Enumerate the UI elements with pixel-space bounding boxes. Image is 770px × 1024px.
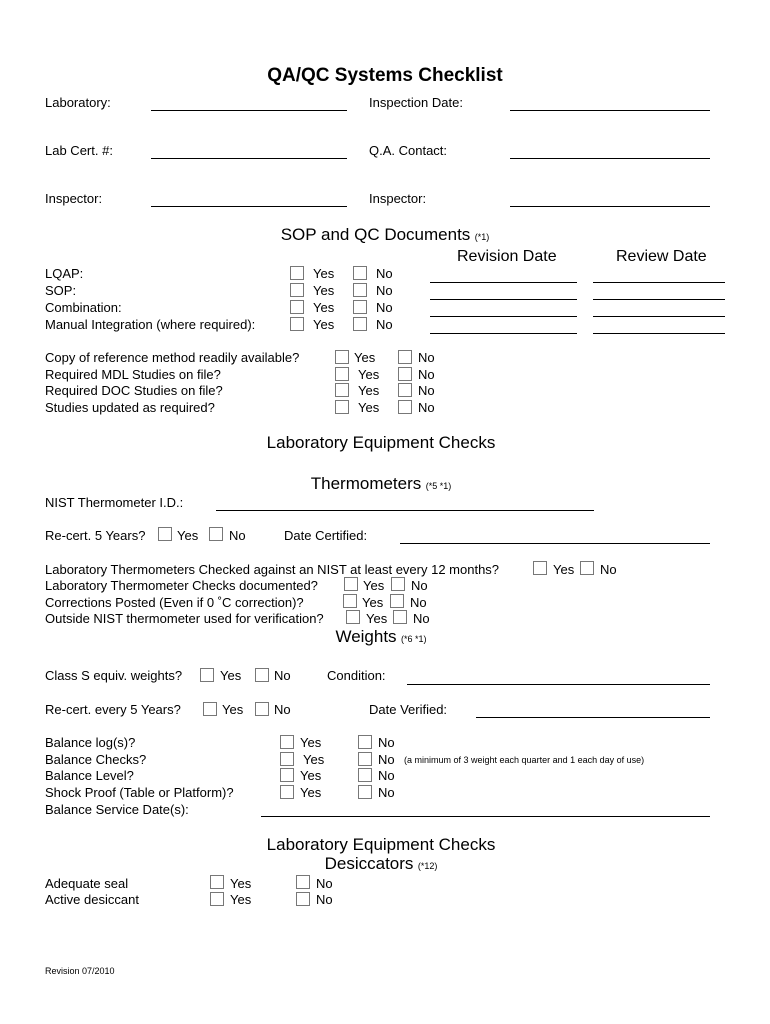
revision-date-header: Revision Date [457, 248, 557, 265]
yes-label: Yes [230, 892, 252, 907]
balance-item: Shock Proof (Table or Platform)? [45, 785, 234, 800]
date-verified-field[interactable] [476, 717, 710, 718]
laboratory-field[interactable] [151, 110, 347, 111]
no-label: No [274, 668, 291, 683]
yes-label: Yes [313, 283, 335, 298]
yes-label: Yes [177, 528, 199, 543]
doc-yes-checkbox[interactable] [335, 383, 349, 397]
studies-no-checkbox[interactable] [398, 400, 412, 414]
mdl-yes-checkbox[interactable] [335, 367, 349, 381]
no-label: No [378, 768, 395, 783]
thermometer-question: Outside NIST thermometer used for verification? [45, 611, 324, 626]
sop-question: Copy of reference method readily available? [45, 350, 300, 365]
equipment-heading: Laboratory Equipment Checks [266, 433, 496, 452]
nist-checked-no-checkbox[interactable] [580, 561, 594, 575]
no-label: No [411, 578, 428, 593]
balance-checks-note: (a minimum of 3 weight each quarter and 1 each day of use) [404, 755, 645, 765]
weights-heading: Weights (*6 *1) [335, 627, 427, 646]
yes-label: Yes [313, 266, 335, 281]
sop-question: Required DOC Studies on file? [45, 383, 223, 398]
no-label: No [418, 367, 435, 382]
nist-checked-yes-checkbox[interactable] [533, 561, 547, 575]
manual-integration-review-field[interactable] [593, 333, 725, 334]
balance-level-no-checkbox[interactable] [358, 768, 372, 782]
yes-label: Yes [300, 735, 322, 750]
inspector-field-left[interactable] [151, 206, 347, 207]
combination-yes-checkbox[interactable] [290, 300, 304, 314]
yes-label: Yes [303, 752, 325, 767]
recert-every-5-label: Re-cert. every 5 Years? [45, 702, 181, 717]
adequate-seal-no-checkbox[interactable] [296, 875, 310, 889]
no-label: No [418, 400, 435, 415]
desiccator-item: Adequate seal [45, 876, 129, 891]
inspector-field-right[interactable] [510, 206, 710, 207]
lqap-revision-field[interactable] [430, 282, 577, 283]
no-label: No [378, 752, 395, 767]
no-label: No [378, 735, 395, 750]
no-label: No [418, 350, 435, 365]
inspector-label-right: Inspector: [369, 191, 427, 206]
recert-5-no-checkbox[interactable] [209, 527, 223, 541]
inspector-label-left: Inspector: [45, 191, 103, 206]
combination-review-field[interactable] [593, 316, 725, 317]
lqap-review-field[interactable] [593, 282, 725, 283]
no-label: No [378, 785, 395, 800]
sop-item-label: LQAP: [45, 266, 84, 281]
sop-question: Studies updated as required? [45, 400, 215, 415]
yes-label: Yes [313, 317, 335, 332]
page-title: QA/QC Systems Checklist [267, 65, 503, 86]
qa-contact-field[interactable] [510, 158, 710, 159]
manual-integration-no-checkbox[interactable] [353, 317, 367, 331]
class-s-yes-checkbox[interactable] [200, 668, 214, 682]
date-certified-field[interactable] [400, 543, 710, 544]
balance-item: Balance Checks? [45, 752, 147, 767]
weights-recert-yes-checkbox[interactable] [203, 702, 217, 716]
qa-contact-label: Q.A. Contact: [369, 143, 448, 158]
desiccator-item: Active desiccant [45, 892, 139, 907]
lab-cert-field[interactable] [151, 158, 347, 159]
yes-label: Yes [366, 611, 388, 626]
shock-proof-no-checkbox[interactable] [358, 785, 372, 799]
no-label: No [600, 562, 617, 577]
sop-item-label: Combination: [45, 300, 122, 315]
manual-integration-revision-field[interactable] [430, 333, 577, 334]
yes-label: Yes [313, 300, 335, 315]
revision-footer: Revision 07/2010 [45, 966, 115, 976]
sop-item-label: Manual Integration (where required): [45, 317, 256, 332]
lqap-no-checkbox[interactable] [353, 266, 367, 280]
combination-no-checkbox[interactable] [353, 300, 367, 314]
copy-method-no-checkbox[interactable] [398, 350, 412, 364]
yes-label: Yes [354, 350, 376, 365]
studies-yes-checkbox[interactable] [335, 400, 349, 414]
no-label: No [418, 383, 435, 398]
balance-checks-no-checkbox[interactable] [358, 752, 372, 766]
no-label: No [316, 876, 333, 891]
inspection-date-label: Inspection Date: [369, 95, 463, 110]
lqap-yes-checkbox[interactable] [290, 266, 304, 280]
desiccators-heading: Desiccators (*12) [324, 854, 438, 873]
checks-documented-yes-checkbox[interactable] [344, 577, 358, 591]
no-label: No [413, 611, 430, 626]
balance-checks-yes-checkbox[interactable] [280, 752, 294, 766]
sop-heading: SOP and QC Documents (*1) [280, 225, 490, 244]
yes-label: Yes [300, 768, 322, 783]
recert-5-label: Re-cert. 5 Years? [45, 528, 146, 543]
sop-review-field[interactable] [593, 299, 725, 300]
mdl-no-checkbox[interactable] [398, 367, 412, 381]
checks-documented-no-checkbox[interactable] [391, 577, 405, 591]
thermometer-question: Laboratory Thermometers Checked against an NIST at least every 12 months? [45, 562, 500, 577]
combination-revision-field[interactable] [430, 316, 577, 317]
no-label: No [376, 317, 393, 332]
weights-recert-no-checkbox[interactable] [255, 702, 269, 716]
nist-id-label: NIST Thermometer I.D.: [45, 495, 184, 510]
balance-log-no-checkbox[interactable] [358, 735, 372, 749]
no-label: No [376, 266, 393, 281]
nist-id-field[interactable] [216, 510, 594, 511]
laboratory-label: Laboratory: [45, 95, 111, 110]
lab-cert-label: Lab Cert. #: [45, 143, 113, 158]
balance-service-label: Balance Service Date(s): [45, 802, 189, 817]
review-date-header: Review Date [616, 248, 707, 265]
corrections-posted-yes-checkbox[interactable] [343, 594, 357, 608]
balance-item: Balance Level? [45, 768, 134, 783]
yes-label: Yes [220, 668, 242, 683]
condition-field[interactable] [407, 684, 710, 685]
yes-label: Yes [362, 595, 384, 610]
recert-5-yes-checkbox[interactable] [158, 527, 172, 541]
adequate-seal-yes-checkbox[interactable] [210, 875, 224, 889]
outside-nist-yes-checkbox[interactable] [346, 610, 360, 624]
no-label: No [316, 892, 333, 907]
yes-label: Yes [222, 702, 244, 717]
no-label: No [376, 300, 393, 315]
active-desiccant-yes-checkbox[interactable] [210, 892, 224, 906]
outside-nist-no-checkbox[interactable] [393, 610, 407, 624]
balance-item: Balance log(s)? [45, 735, 136, 750]
date-certified-label: Date Certified: [284, 528, 368, 543]
balance-level-yes-checkbox[interactable] [280, 768, 294, 782]
equipment-heading-2: Laboratory Equipment Checks [266, 835, 496, 854]
yes-label: Yes [230, 876, 252, 891]
yes-label: Yes [363, 578, 385, 593]
copy-method-yes-checkbox[interactable] [335, 350, 349, 364]
no-label: No [410, 595, 427, 610]
yes-label: Yes [358, 367, 380, 382]
yes-label: Yes [358, 400, 380, 415]
doc-no-checkbox[interactable] [398, 383, 412, 397]
thermometer-question: Laboratory Thermometer Checks documented? [45, 578, 318, 593]
balance-service-field[interactable] [261, 816, 710, 817]
inspection-date-field[interactable] [510, 110, 710, 111]
class-s-label: Class S equiv. weights? [45, 668, 183, 683]
sop-item-label: SOP: [45, 283, 77, 298]
sop-no-checkbox[interactable] [353, 283, 367, 297]
no-label: No [274, 702, 291, 717]
active-desiccant-no-checkbox[interactable] [296, 892, 310, 906]
no-label: No [376, 283, 393, 298]
no-label: No [229, 528, 246, 543]
condition-label: Condition: [327, 668, 386, 683]
sop-yes-checkbox[interactable] [290, 283, 304, 297]
manual-integration-yes-checkbox[interactable] [290, 317, 304, 331]
yes-label: Yes [553, 562, 575, 577]
date-verified-label: Date Verified: [369, 702, 448, 717]
yes-label: Yes [358, 383, 380, 398]
thermometer-question: Corrections Posted (Even if 0 ˚C correction)? [45, 595, 304, 610]
class-s-no-checkbox[interactable] [255, 668, 269, 682]
balance-log-yes-checkbox[interactable] [280, 735, 294, 749]
sop-revision-field[interactable] [430, 299, 577, 300]
corrections-posted-no-checkbox[interactable] [390, 594, 404, 608]
yes-label: Yes [300, 785, 322, 800]
sop-question: Required MDL Studies on file? [45, 367, 221, 382]
thermometers-heading: Thermometers (*5 *1) [310, 474, 452, 493]
shock-proof-yes-checkbox[interactable] [280, 785, 294, 799]
